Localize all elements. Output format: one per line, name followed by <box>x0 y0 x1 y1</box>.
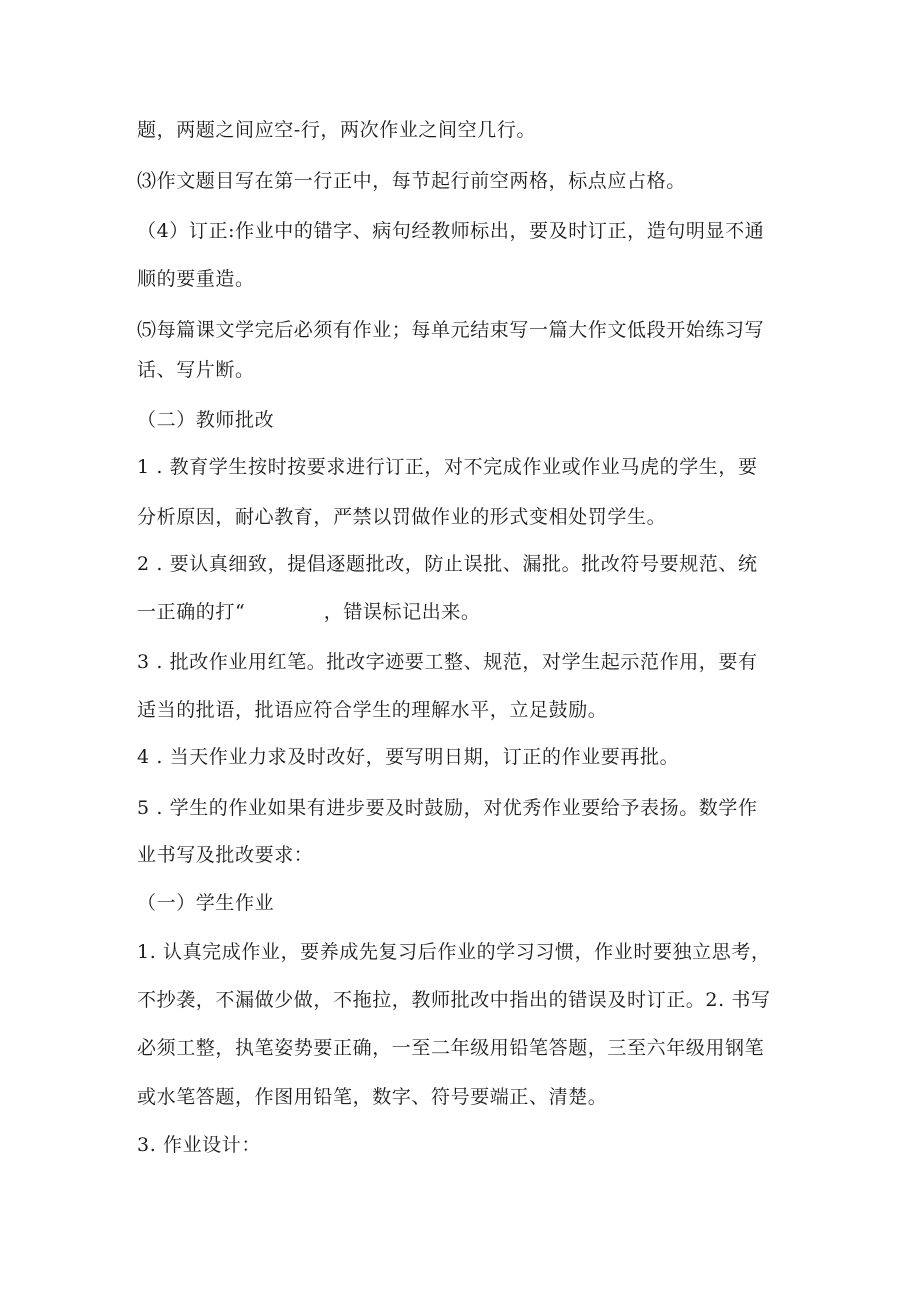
section-heading: （一）学生作业 <box>137 892 275 914</box>
text-line: 1 . 教育学生按时按要求进行订正，对不完成作业或作业马虎的学生，要 <box>137 456 758 478</box>
text-line: 话、写片断。 <box>137 359 255 381</box>
text-line: 题，两题之间应空-行，两次作业之间空几行。 <box>137 119 537 141</box>
text-line: ⑸每篇课文学完后必须有作业；每单元结束写一篇大作文低段开始练习写 <box>137 319 765 341</box>
text-line: 适当的批语，批语应符合学生的理解水平，立足鼓励。 <box>137 699 608 721</box>
section-heading: （二）教师批改 <box>137 409 275 431</box>
text-line: 2 . 要认真细致，提倡逐题批改，防止误批、漏批。批改符号要规范、统 <box>137 553 758 575</box>
text-line: 1. 认真完成作业，要养成先复习后作业的学习习惯，作业时要独立思考， <box>137 941 771 963</box>
text-line: 不抄袭，不漏做少做，不拖拉，教师批改中指出的错误及时订正。2. 书写 <box>137 989 771 1011</box>
text-line: 3. 作业设计： <box>137 1134 261 1156</box>
text-line: 必须工整，执笔姿势要正确，一至二年级用铅笔答题，三至六年级用钢笔 <box>137 1037 765 1059</box>
text-line: （4）订正:作业中的错字、病句经教师标出，要及时订正，造句明显不通 <box>137 220 765 242</box>
text-line: 或水笔答题，作图用铅笔，数字、符号要端正、清楚。 <box>137 1086 608 1108</box>
text-line: 分析原因，耐心教育，严禁以罚做作业的形式变相处罚学生。 <box>137 506 667 528</box>
text-line: 一正确的打“ ，错误标记出来。 <box>137 601 481 623</box>
text-line: 4 . 当天作业力求及时改好，要写明日期，订正的作业要再批。 <box>137 746 680 768</box>
text-line: 业书写及批改要求： <box>137 844 314 866</box>
text-line: 顺的要重造。 <box>137 268 255 290</box>
text-line: 3 . 批改作业用红笔。批改字迹要工整、规范，对学生起示范作用，要有 <box>137 651 758 673</box>
text-line: ⑶作文题目写在第一行正中，每节起行前空两格，标点应占格。 <box>137 170 686 192</box>
text-line: 5 . 学生的作业如果有进步要及时鼓励，对优秀作业要给予表扬。数学作 <box>137 797 758 819</box>
